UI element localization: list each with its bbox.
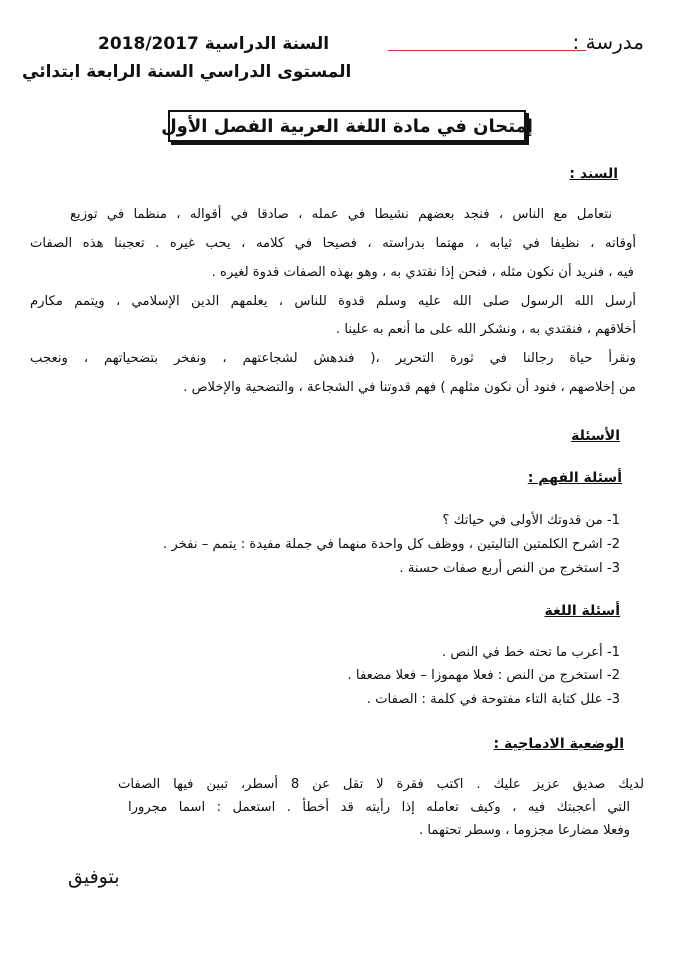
- source-text-line: أوقاته ، نظيفا في ثيابه ، مهتما بدراسته ، فصيحا في كلامه ، يحب غيره . تعجبنا هذه الصفات: [30, 236, 636, 251]
- language-question: 3- علل كتابة التاء مفتوحة في كلمة : الصفات .: [366, 692, 620, 707]
- integration-line: التي أعجبتك فيه ، وكيف تعامله إذا رأيته قد أخطأ . استعمل : اسما مجرورا: [128, 800, 630, 815]
- source-text-line: ونقرأ حياة رجالنا في ثورة التحرير ،( فندهش لشجاعتهم ، ونفخر بتضحياتهم ، ونعجب: [30, 351, 636, 366]
- language-question: 1- أعرب ما تحته خط في النص .: [441, 645, 620, 660]
- comprehension-question: 1- من قدوتك الأولى في حياتك ؟: [442, 513, 620, 528]
- source-text-line: أرسل الله الرسول صلى الله عليه وسلم قدوة للناس ، يعلمهم الدين الإسلامي ، ويتمم مكارم: [30, 294, 636, 309]
- school-label: مدرسة :: [572, 30, 644, 54]
- integration-heading: الوضعية الادماجية :: [493, 736, 624, 752]
- source-text-line: فيه ، فنريد أن نكون مثله ، فنحن إذا نقتدي به ، وهو بهذه الصفات قدوة لغيره .: [211, 265, 634, 280]
- language-question: 2- استخرج من النص : فعلا مهموزا – فعلا مضعفا .: [347, 668, 620, 683]
- integration-line: لديك صديق عزيز عليك . اكتب فقرة لا تقل عن 8 أسطر، تبين فيها الصفات: [118, 777, 644, 792]
- comprehension-question: 3- استخرج من النص أربع صفات حسنة .: [399, 561, 620, 576]
- comprehension-question: 2- اشرح الكلمتين التاليتين ، ووظف كل واحدة منهما في جملة مفيدة : يتمم – نفخر .: [163, 537, 620, 552]
- exam-title: إمتحان في مادة اللغة العربية الفصل الأول: [168, 110, 526, 142]
- questions-heading: الأسئلة: [571, 428, 620, 444]
- language-heading: أسئلة اللغة: [544, 603, 620, 619]
- source-text-line: نتعامل مع الناس ، فنجد بعضهم نشيطا في عمله ، صادقا في أقواله ، منظما في توزيع: [70, 207, 612, 222]
- signoff: بتوفيق: [68, 866, 120, 888]
- integration-line: وفعلا مضارعا مجزوما ، وسطر تحتهما .: [419, 823, 630, 838]
- source-text-line: أخلاقهم ، فنقتدي به ، ونشكر الله على ما أنعم به علينا .: [336, 322, 636, 337]
- school-year: السنة الدراسية 2018/2017: [98, 34, 330, 54]
- comprehension-heading: أسئلة الفهم :: [527, 470, 622, 486]
- source-text-line: من إخلاصهم ، فنود أن نكون مثلهم ) فهم قدوتنا في الشجاعة ، والتضحية والإخلاص .: [183, 380, 636, 395]
- source-text-heading: السند :: [569, 166, 618, 182]
- grade-level: المستوى الدراسي السنة الرابعة ابتدائي: [22, 62, 352, 82]
- school-name-blank-line: [388, 50, 586, 51]
